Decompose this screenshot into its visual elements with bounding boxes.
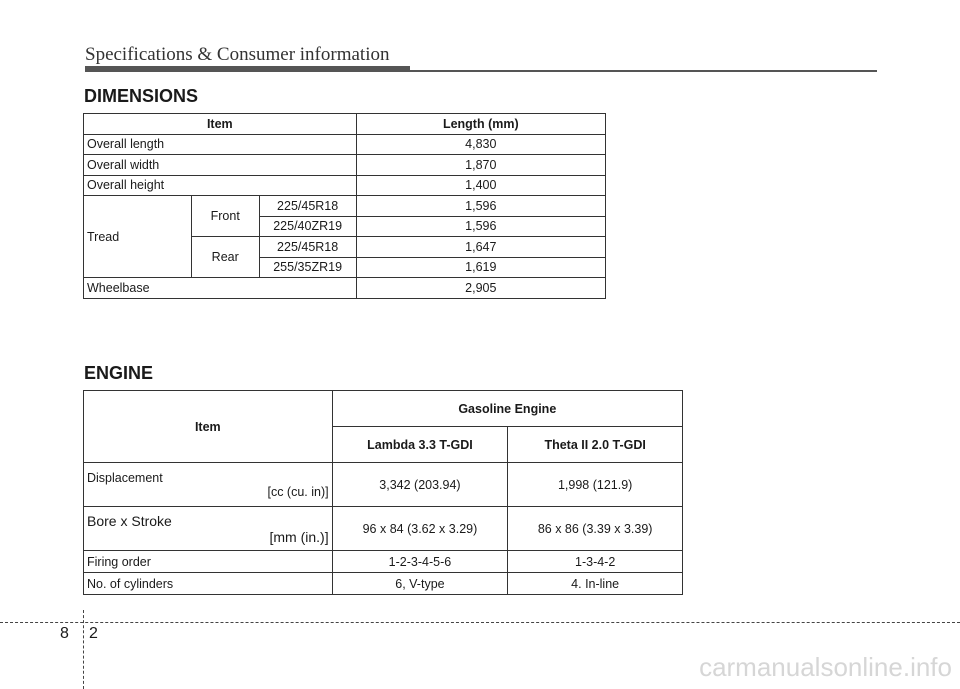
table-row [84, 573, 683, 595]
row-label: Overall height [84, 175, 357, 196]
table-row [84, 196, 606, 217]
row-value: 1,870 [356, 155, 605, 176]
table-row [84, 134, 606, 155]
row-label-cell [84, 507, 333, 551]
table-row [84, 155, 606, 176]
tire-size: 225/45R18 [259, 237, 356, 258]
row-value: 1,400 [356, 175, 605, 196]
row-value: 1,647 [356, 237, 605, 258]
tread-rear-label: Rear [191, 237, 259, 278]
row-unit: [cc (cu. in)] [267, 484, 329, 499]
row-unit: [mm (in.)] [269, 528, 329, 545]
row-value: 86 x 86 (3.39 x 3.39) [508, 507, 683, 551]
dimensions-table [83, 113, 606, 299]
row-value: 1,998 (121.9) [508, 463, 683, 507]
table-row [84, 175, 606, 196]
row-value: 96 x 84 (3.62 x 3.29) [332, 507, 508, 551]
row-value: 2,905 [356, 278, 605, 299]
tire-size: 225/45R18 [259, 196, 356, 217]
tire-size: 225/40ZR19 [259, 216, 356, 237]
row-value: 4,830 [356, 134, 605, 155]
row-label: Wheelbase [84, 278, 357, 299]
table-row [84, 463, 683, 507]
engine-table [83, 390, 683, 595]
col-gasoline-header: Gasoline Engine [332, 391, 682, 427]
table-row [84, 278, 606, 299]
row-value: 1,596 [356, 216, 605, 237]
col-length-header: Length (mm) [356, 114, 605, 135]
row-value: 4. In-line [508, 573, 683, 595]
engine-title: ENGINE [84, 363, 154, 383]
footer-rule [0, 622, 960, 623]
row-value: 1-3-4-2 [508, 551, 683, 573]
table-header-row [84, 114, 606, 135]
col-item-header: Item [84, 114, 357, 135]
dimensions-title: DIMENSIONS [84, 86, 199, 106]
row-value: 1-2-3-4-5-6 [332, 551, 508, 573]
table-row [84, 507, 683, 551]
row-value: 1,619 [356, 257, 605, 278]
row-label-cell [84, 463, 333, 507]
row-label: Bore x Stroke [87, 512, 172, 529]
page-number: 2 [89, 625, 98, 642]
row-value: 6, V-type [332, 573, 508, 595]
header-rule [410, 70, 877, 72]
row-label: No. of cylinders [84, 573, 333, 595]
page-header-title: Specifications & Consumer information [85, 44, 390, 65]
col-lambda-header: Lambda 3.3 T-GDI [332, 427, 508, 463]
row-value: 3,342 (203.94) [332, 463, 508, 507]
row-label: Overall length [84, 134, 357, 155]
table-row [84, 551, 683, 573]
page-number-section: 8 [60, 625, 69, 642]
tread-label: Tread [84, 196, 192, 278]
row-value: 1,596 [356, 196, 605, 217]
row-label: Overall width [84, 155, 357, 176]
tread-front-label: Front [191, 196, 259, 237]
table-header-row [84, 391, 683, 427]
row-label: Displacement [87, 470, 163, 485]
watermark: carmanualsonline.info [699, 652, 952, 682]
footer-divider [83, 610, 84, 689]
row-label: Firing order [84, 551, 333, 573]
tire-size: 255/35ZR19 [259, 257, 356, 278]
header-bar [85, 66, 410, 72]
col-theta-header: Theta II 2.0 T-GDI [508, 427, 683, 463]
col-item-header: Item [84, 391, 333, 463]
